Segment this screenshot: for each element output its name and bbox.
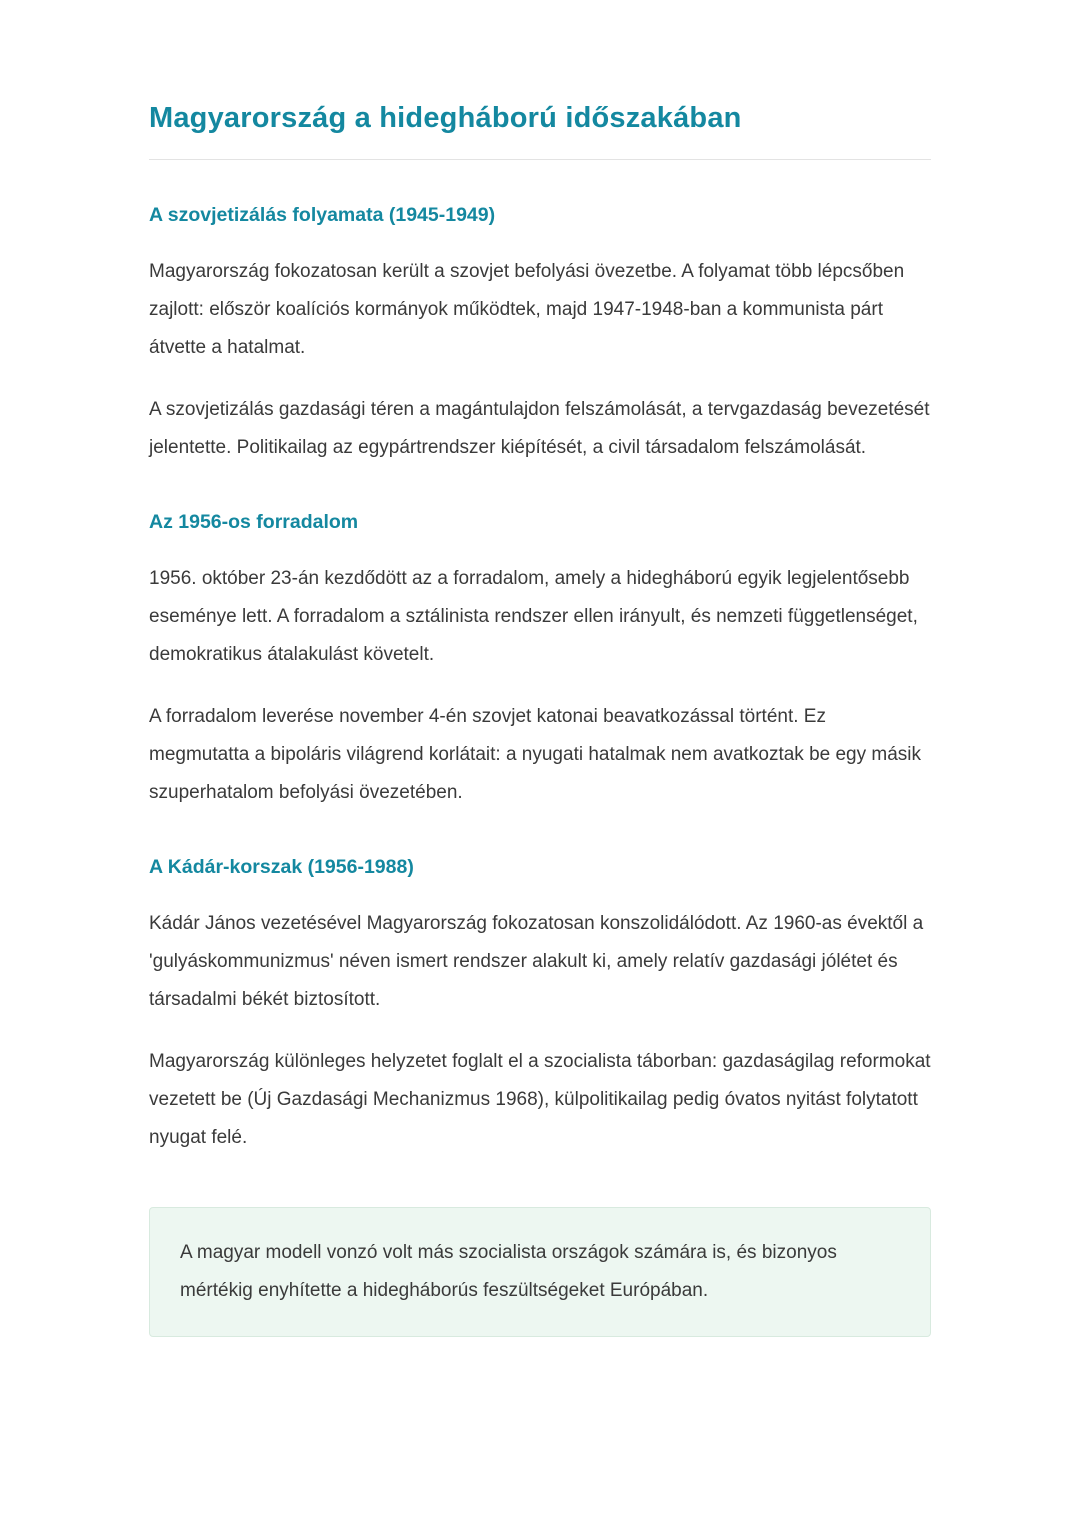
page-title: Magyarország a hidegháború időszakában	[149, 102, 742, 134]
section-heading-kadar-korszak: A Kádár-korszak (1956-1988)	[149, 856, 414, 878]
title-divider	[149, 159, 931, 160]
paragraph: A szovjetizálás gazdasági téren a magántulajdon felszámolását, a tervgazdaság bevezetését jelentette. Politikailag az egypártrendszer kiépítését, a civil társadalom felszámolását.	[149, 399, 930, 458]
paragraph: A forradalom leverése november 4-én szovjet katonai beavatkozással történt. Ez megmutatta a bipoláris világrend korlátait: a nyugati hatalmak nem avatkoztak be egy másik szuperhatalom befolyási övezetében.	[149, 706, 922, 803]
paragraph: 1956. október 23-án kezdődött az a forradalom, amely a hidegháború egyik legjelentősebb eseménye lett. A forradalom a sztálinista rendszer ellen irányult, és nemzeti függetlenséget, demokratikus átalakulást követelt.	[149, 568, 918, 665]
document-page	[149, 0, 931, 1337]
section-heading-1956-forradalom: Az 1956-os forradalom	[149, 511, 359, 533]
paragraph: Magyarország különleges helyzetet foglalt el a szocialista táborban: gazdaságilag reformokat vezetett be (Új Gazdasági Mechanizmus 1968), külpolitikailag pedig óvatos nyitást folytatott nyugat felé.	[149, 1051, 931, 1148]
section-heading-szovjetizalas: A szovjetizálás folyamata (1945-1949)	[149, 204, 496, 226]
callout-text: A magyar modell vonzó volt más szocialista országok számára is, és bizonyos mértékig enyhítette a hidegháborús feszültségeket Európában.	[180, 1242, 837, 1301]
paragraph: Kádár János vezetésével Magyarország fokozatosan konszolidálódott. Az 1960-as évektől a 'gulyáskommunizmus' néven ismert rendszer alakult ki, amely relatív gazdasági jólétet és társadalmi békét biztosított.	[149, 913, 924, 1010]
callout-box	[149, 1207, 931, 1337]
paragraph: Magyarország fokozatosan került a szovjet befolyási övezetbe. A folyamat több lépcsőben zajlott: először koalíciós kormányok működtek, majd 1947-1948-ban a kommunista párt átvette a hatalmat.	[149, 261, 905, 358]
